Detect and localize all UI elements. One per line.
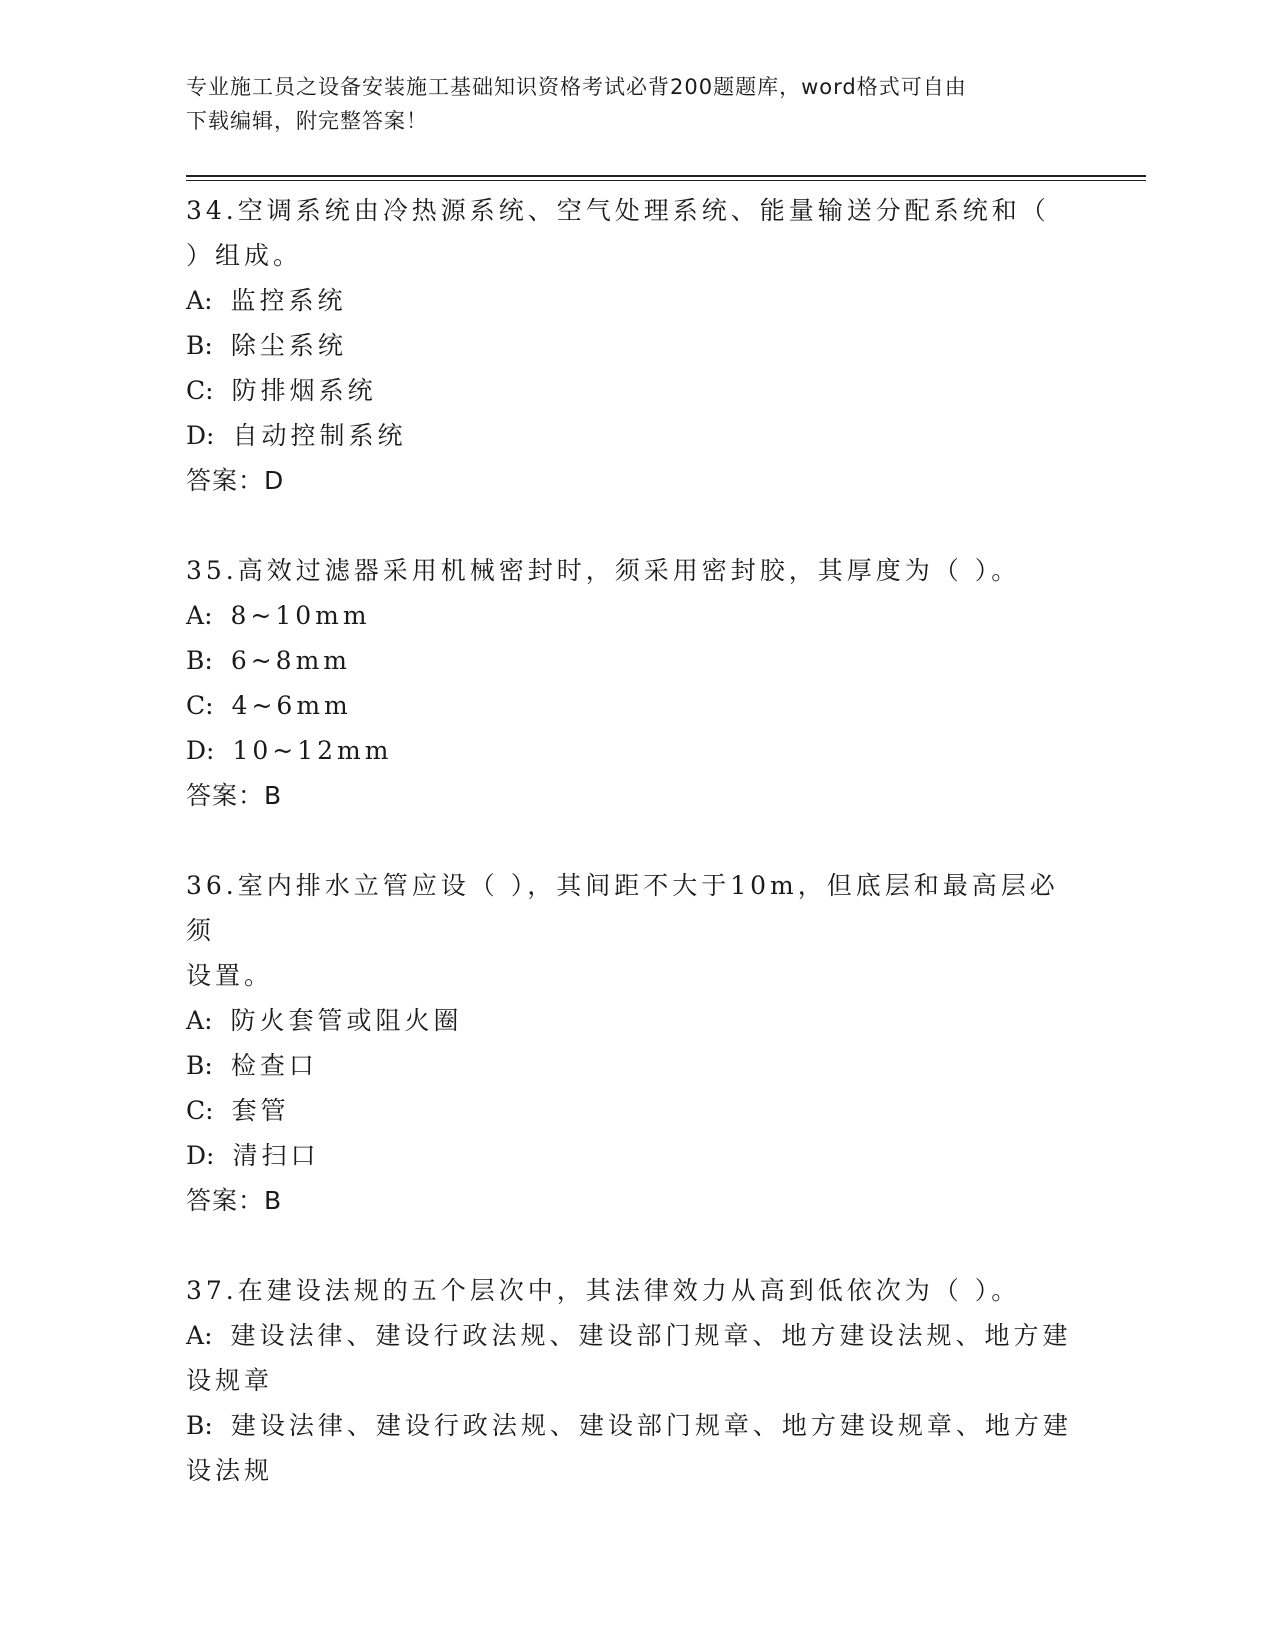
answer-line: 答案：D [186,466,285,495]
question-37 [186,1268,1086,1493]
option-text: 防火套管或阻火圈 [230,1006,463,1035]
option-a-continued: 设规章 [186,1366,274,1395]
option-text: 4~6mm [231,691,352,720]
option-letter: A [186,1006,205,1035]
option-a [186,1313,1086,1358]
question-stem: 36.室内排水立管应设（ ），其间距不大于10m，但底层和最高层必须 [186,871,1059,945]
document-header [186,70,1066,138]
option-letter: A [186,1321,205,1350]
option-separator: : [204,286,217,315]
option-separator: : [204,1411,217,1440]
option-separator: : [206,736,219,765]
option-separator: : [206,421,219,450]
option-c [186,368,1086,413]
option-a [186,998,1086,1043]
option-letter: B [186,331,205,360]
option-letter: D [186,1141,207,1170]
option-text: 检查口 [230,1051,318,1080]
option-text: 除尘系统 [230,331,347,360]
option-a [186,593,1086,638]
option-separator: : [204,331,217,360]
option-text: 建设法律、建设行政法规、建设部门规章、地方建设法规、地方建 [230,1321,1072,1350]
header-title-line-2: 下载编辑，附完整答案！ [186,109,428,133]
option-a [186,278,1086,323]
header-divider-thin [186,180,1146,181]
option-letter: D [186,421,207,450]
option-c [186,1088,1086,1133]
option-c [186,683,1086,728]
option-separator: : [204,1006,217,1035]
option-text: 套管 [231,1096,290,1125]
header-title-line-1: 专业施工员之设备安装施工基础知识资格考试必背200题题库，word格式可自由 [186,75,967,99]
question-stem: 34.空调系统由冷热源系统、空气处理系统、能量输送分配系统和（ [186,196,1050,225]
option-text: 8~10mm [230,601,371,630]
option-b [186,1403,1086,1448]
option-text: 监控系统 [230,286,347,315]
option-text: 建设法律、建设行政法规、建设部门规章、地方建设规章、地方建 [230,1411,1072,1440]
answer-line: 答案：B [186,1186,283,1215]
option-letter: A [186,286,205,315]
option-text: 清扫口 [232,1141,320,1170]
question-34 [186,188,1086,503]
option-d [186,728,1086,773]
option-letter: C [186,691,206,720]
option-separator: : [204,646,217,675]
option-d [186,413,1086,458]
question-36 [186,863,1086,1223]
option-letter: A [186,601,205,630]
option-separator: : [204,601,217,630]
question-stem: 37.在建设法规的五个层次中，其法律效力从高到低依次为（ ）。 [186,1276,1021,1305]
question-stem-continued: 设置。 [186,961,274,990]
option-text: 自动控制系统 [232,421,407,450]
question-stem-continued: ）组成。 [186,241,303,270]
question-35 [186,548,1086,818]
option-letter: D [186,736,207,765]
question-list [186,188,1086,1538]
option-b [186,1043,1086,1088]
question-stem: 35.高效过滤器采用机械密封时，须采用密封胶，其厚度为（ ）。 [186,556,1021,585]
option-separator: : [206,1141,219,1170]
option-letter: B [186,1051,205,1080]
option-text: 防排烟系统 [231,376,377,405]
option-letter: B [186,646,205,675]
option-separator: : [205,691,218,720]
answer-line: 答案：B [186,781,283,810]
option-letter: C [186,1096,206,1125]
option-b [186,638,1086,683]
option-text: 6~8mm [230,646,351,675]
option-b-continued: 设法规 [186,1456,274,1485]
option-text: 10~12mm [232,736,393,765]
option-separator: : [204,1321,217,1350]
option-separator: : [204,1051,217,1080]
option-d [186,1133,1086,1178]
option-separator: : [205,376,218,405]
header-divider-thick [186,175,1146,177]
option-letter: C [186,376,206,405]
option-letter: B [186,1411,205,1440]
option-b [186,323,1086,368]
option-separator: : [205,1096,218,1125]
